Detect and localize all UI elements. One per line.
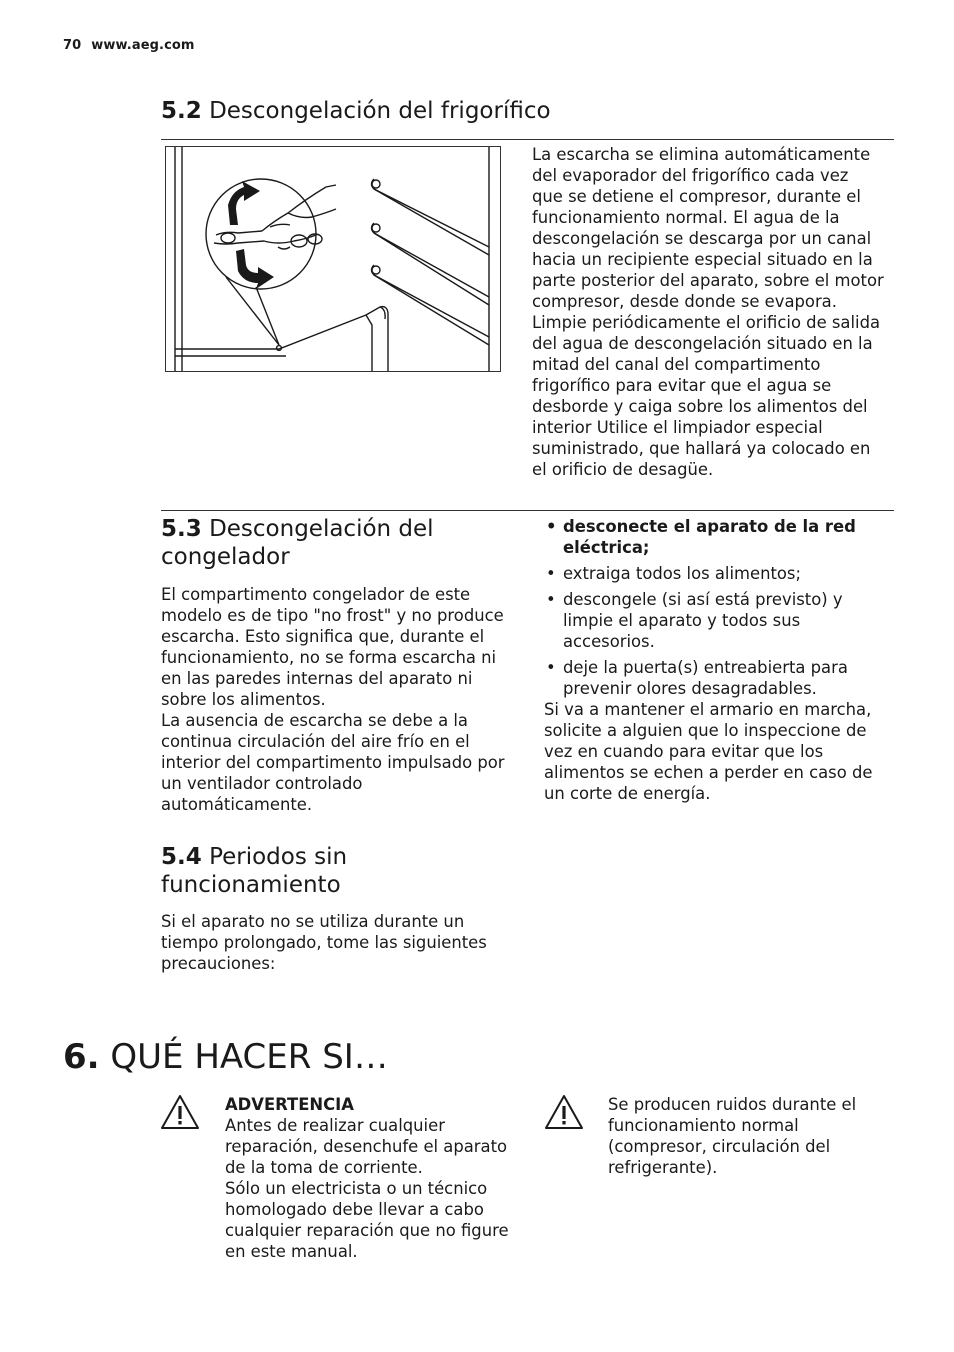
section-5-2-body xyxy=(532,144,884,480)
section-5-3-heading xyxy=(161,515,511,571)
section-5-3-body xyxy=(161,584,513,815)
list-item: • deje la puerta(s) entreabierta para prevenir olores desagradables. xyxy=(544,657,896,699)
paragraph: Antes de realizar cualquier reparación, desenchufe el aparato de la toma de corriente. xyxy=(225,1116,508,1177)
section-5-4-intro xyxy=(161,911,513,974)
paragraph: La escarcha se elimina automáticamente del evaporador del frigorífico cada vez que se detiene el compresor, durante el funcionamiento normal. El agua de la descongelación se descarga por un canal hacia un recipiente especial situado en la parte posterior del aparato, sobre el motor compresor, desde donde se evapora. xyxy=(532,145,884,311)
section-title: Descongelación del frigorífico xyxy=(209,98,551,124)
site-url[interactable]: www.aeg.com xyxy=(91,38,195,53)
section-title: Periodos sin xyxy=(209,844,348,870)
section-5-2-heading xyxy=(161,97,551,125)
divider xyxy=(161,510,894,511)
warning-triangle-icon xyxy=(160,1094,200,1130)
note-box xyxy=(608,1094,894,1178)
list-item: • desconecte el aparato de la red eléctrica; xyxy=(544,516,896,558)
section-5-4-list xyxy=(544,516,896,804)
chapter-number: 6. xyxy=(63,1037,100,1077)
paragraph: La ausencia de escarcha se debe a la continua circulación del aire frío en el interior del compartimento impulsado por un ventilador controlado automáticamente. xyxy=(161,711,505,814)
section-title-cont: congelador xyxy=(161,544,290,570)
paragraph: Limpie periódicamente el orificio de salida del agua de descongelación situado en la mitad del canal del compartimento frigorífico para evitar que el agua se desborde y caiga sobre los alimentos del interior Utilice el limpiador especial suministrado, que hallará ya colocado en el orificio de desagüe. xyxy=(532,313,881,479)
warning-title: ADVERTENCIA xyxy=(225,1095,354,1114)
list-item: • descongele (si así está previsto) y limpie el aparato y todos sus accesorios. xyxy=(544,589,896,652)
paragraph: Sólo un electricista o un técnico homologado debe llevar a cabo cualquier reparación que no figure en este manual. xyxy=(225,1179,509,1261)
drain-hole-cleaner-illustration xyxy=(165,146,501,372)
chapter-title: QUÉ HACER SI… xyxy=(110,1037,388,1077)
page-number: 70 xyxy=(63,38,82,53)
section-number: 5.4 xyxy=(161,844,202,870)
chapter-6-heading xyxy=(63,1037,388,1077)
section-5-4-heading xyxy=(161,843,511,899)
paragraph: Si va a mantener el armario en marcha, solicite a alguien que lo inspeccione de vez en cuando para evitar que los alimentos se echen a perder en caso de un corte de energía. xyxy=(544,700,873,803)
page-header xyxy=(63,38,195,53)
warning-box xyxy=(225,1094,515,1262)
divider xyxy=(161,139,894,140)
paragraph: El compartimento congelador de este modelo es de tipo "no frost" y no produce escarcha. Esto significa que, durante el funcionamiento, no se forma escarcha ni en las paredes internas del aparato ni sobre los alimentos. xyxy=(161,585,504,709)
section-title: Descongelación del xyxy=(209,516,434,542)
list-item: • extraiga todos los alimentos; xyxy=(544,563,896,584)
warning-triangle-icon xyxy=(544,1094,584,1130)
section-number: 5.3 xyxy=(161,516,202,542)
section-title-cont: funcionamiento xyxy=(161,872,341,898)
paragraph: Si el aparato no se utiliza durante un tiempo prolongado, tome las siguientes precauciones: xyxy=(161,912,487,973)
paragraph: Se producen ruidos durante el funcionamiento normal (compresor, circulación del refrigerante). xyxy=(608,1095,857,1177)
section-number: 5.2 xyxy=(161,98,202,124)
